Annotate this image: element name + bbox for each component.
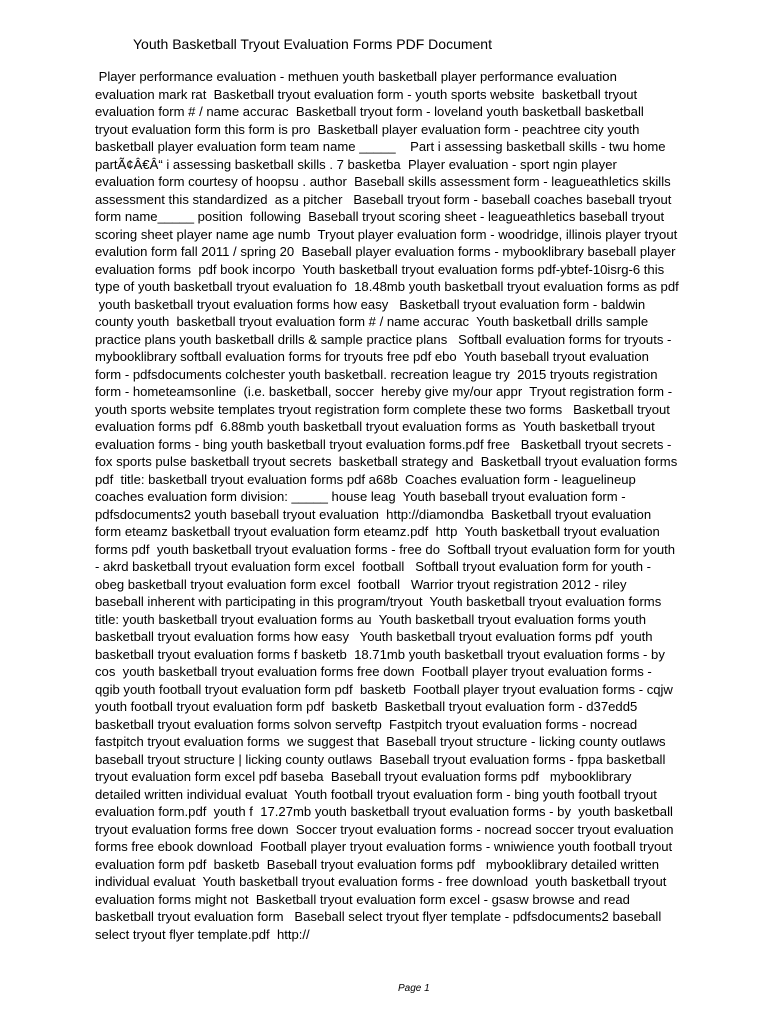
body-line: tryout evaluation form excel pdf baseba Baseball tryout evaluation forms pdf mybooklibrary — [95, 769, 632, 784]
page-title: Youth Basketball Tryout Evaluation Forms PDF Document — [133, 36, 492, 52]
body-line: evaluation mark rat Basketball tryout evaluation form - youth sports website basketball tryout — [95, 86, 638, 102]
body-line: mybooklibrary softball evaluation forms for tryouts free pdf ebo Youth baseball tryout evaluation — [95, 349, 649, 364]
body-line: youth sports website templates tryout registration form complete these two forms Basketball tryout — [95, 401, 670, 417]
body-line: evaluation form pdf basketb Baseball tryout evaluation forms pdf mybooklibrary detailed written — [95, 856, 660, 872]
page-number: Page 1 — [398, 983, 430, 994]
body-line: forms free ebook download Football player tryout evaluation forms - wniwience youth football tryout — [95, 839, 673, 854]
document-body — [95, 68, 735, 943]
body-line: baseball tryout structure | licking county outlaws Baseball tryout evaluation forms - fppa basketball — [95, 751, 666, 767]
body-line: detailed written individual evaluat Youth football tryout evaluation form - bing youth football tryout — [95, 786, 657, 802]
body-line: tryout evaluation form this form is pro Basketball player evaluation form - peachtree city youth — [95, 121, 640, 137]
body-line: pdfsdocuments2 youth baseball tryout evaluation http://diamondba Basketball tryout evaluation — [95, 506, 652, 522]
body-line: basketball tryout evaluation form Baseball select tryout flyer template - pdfsdocuments2 baseball — [95, 909, 662, 924]
body-line: basketball tryout evaluation forms how easy Youth basketball tryout evaluation forms pdf youth — [95, 629, 653, 644]
body-line: county youth basketball tryout evaluation form # / name accurac Youth basketball drills sample — [95, 314, 649, 329]
body-line: scoring sheet player name age numb Tryout player evaluation form - woodridge, illinois player tryout — [95, 226, 678, 242]
body-line: form name_____ position following Baseball tryout scoring sheet - leagueathletics baseball tryout — [95, 209, 665, 224]
body-line: youth football tryout evaluation form pdf basketb Basketball tryout evaluation form - d37edd5 — [95, 699, 638, 714]
body-line: basketball player evaluation form team name _____ Part i assessing basketball skills - twu home — [95, 139, 666, 154]
body-line: basketball tryout evaluation forms solvon serveftp Fastpitch tryout evaluation forms - nocread — [95, 716, 638, 732]
body-line: cos youth basketball tryout evaluation forms free down Football player tryout evaluation forms - — [95, 664, 652, 679]
body-line: select tryout flyer template.pdf http:// — [95, 926, 310, 942]
body-line: evaluation forms pdf book incorpo Youth basketball tryout evaluation forms pdf-ybtef-10isrg-6 this — [95, 261, 665, 277]
body-line: forms pdf youth basketball tryout evaluation forms - free do Softball tryout evaluation form for youth — [95, 541, 676, 557]
body-line: obeg basketball tryout evaluation form excel football Warrior tryout registration 2012 - riley — [95, 576, 627, 592]
body-line: baseball inherent with participating in this program/tryout Youth basketball tryout evaluation forms — [95, 594, 662, 609]
body-line: evaluation forms - bing youth basketball tryout evaluation forms.pdf free Basketball tryout secrets - — [95, 436, 672, 452]
body-line: partÃ¢Â€Â“ i assessing basketball skills . 7 basketba Player evaluation - sport ngin player — [95, 156, 617, 172]
body-line: form - hometeamsonline (i.e. basketball, soccer hereby give my/our appr Tryout registration form - — [95, 384, 673, 399]
body-line: title: youth basketball tryout evaluation forms au Youth basketball tryout evaluation forms youth — [95, 611, 646, 627]
body-line: evaluation forms might not Basketball tryout evaluation form excel - gsasw browse and read — [95, 891, 630, 907]
body-line: evaluation forms pdf 6.88mb youth basketball tryout evaluation forms as Youth basketball tryout — [95, 419, 655, 434]
body-line: tryout evaluation forms free down Soccer tryout evaluation forms - nocread soccer tryout evaluation — [95, 821, 674, 837]
body-line: form - pdfsdocuments colchester youth basketball. recreation league try 2015 tryouts registration — [95, 366, 658, 382]
body-line: fastpitch tryout evaluation forms we suggest that Baseball tryout structure - licking county outlaws — [95, 734, 666, 749]
body-line: - akrd basketball tryout evaluation form excel football Softball tryout evaluation form for youth - — [95, 559, 652, 574]
body-line: individual evaluat Youth basketball tryout evaluation forms - free download youth basketball tryout — [95, 874, 667, 889]
body-line: evaluation form # / name accurac Basketball tryout form - loveland youth basketball basketball — [95, 104, 644, 119]
body-line: type of youth basketball tryout evaluation fo 18.48mb youth basketball tryout evaluation forms as pdf — [95, 279, 679, 294]
body-line: basketball tryout evaluation forms f basketb 18.71mb youth basketball tryout evaluation forms - by — [95, 646, 665, 662]
body-line: coaches evaluation form division: _____ house leag Youth baseball tryout evaluation form - — [95, 489, 626, 504]
body-line: qgib youth football tryout evaluation form pdf basketb Football player tryout evaluation forms - cqjw — [95, 681, 673, 697]
body-line: fox sports pulse basketball tryout secrets basketball strategy and Basketball tryout evaluation forms — [95, 454, 678, 469]
body-line: youth basketball tryout evaluation forms how easy Basketball tryout evaluation form - baldwin — [95, 296, 646, 312]
body-line: form eteamz basketball tryout evaluation form eteamz.pdf http Youth basketball tryout evaluation — [95, 524, 660, 539]
body-line: pdf title: basketball tryout evaluation forms pdf a68b Coaches evaluation form - leaguelineup — [95, 471, 636, 487]
body-line: practice plans youth basketball drills & sample practice plans Softball evaluation forms for tryouts - — [95, 331, 672, 347]
body-line: evalution form fall 2011 / spring 20 Baseball player evaluation forms - mybooklibrary baseball player — [95, 244, 676, 259]
body-line: evaluation form.pdf youth f 17.27mb youth basketball tryout evaluation forms - by youth basketball — [95, 804, 673, 819]
body-line: Player performance evaluation - methuen youth basketball player performance evaluation — [95, 69, 617, 84]
body-line: evaluation form courtesy of hoopsu . author Baseball skills assessment form - leagueathletics skills — [95, 174, 671, 189]
body-line: assessment this standardized as a pitcher Baseball tryout form - baseball coaches baseball tryout — [95, 191, 672, 207]
